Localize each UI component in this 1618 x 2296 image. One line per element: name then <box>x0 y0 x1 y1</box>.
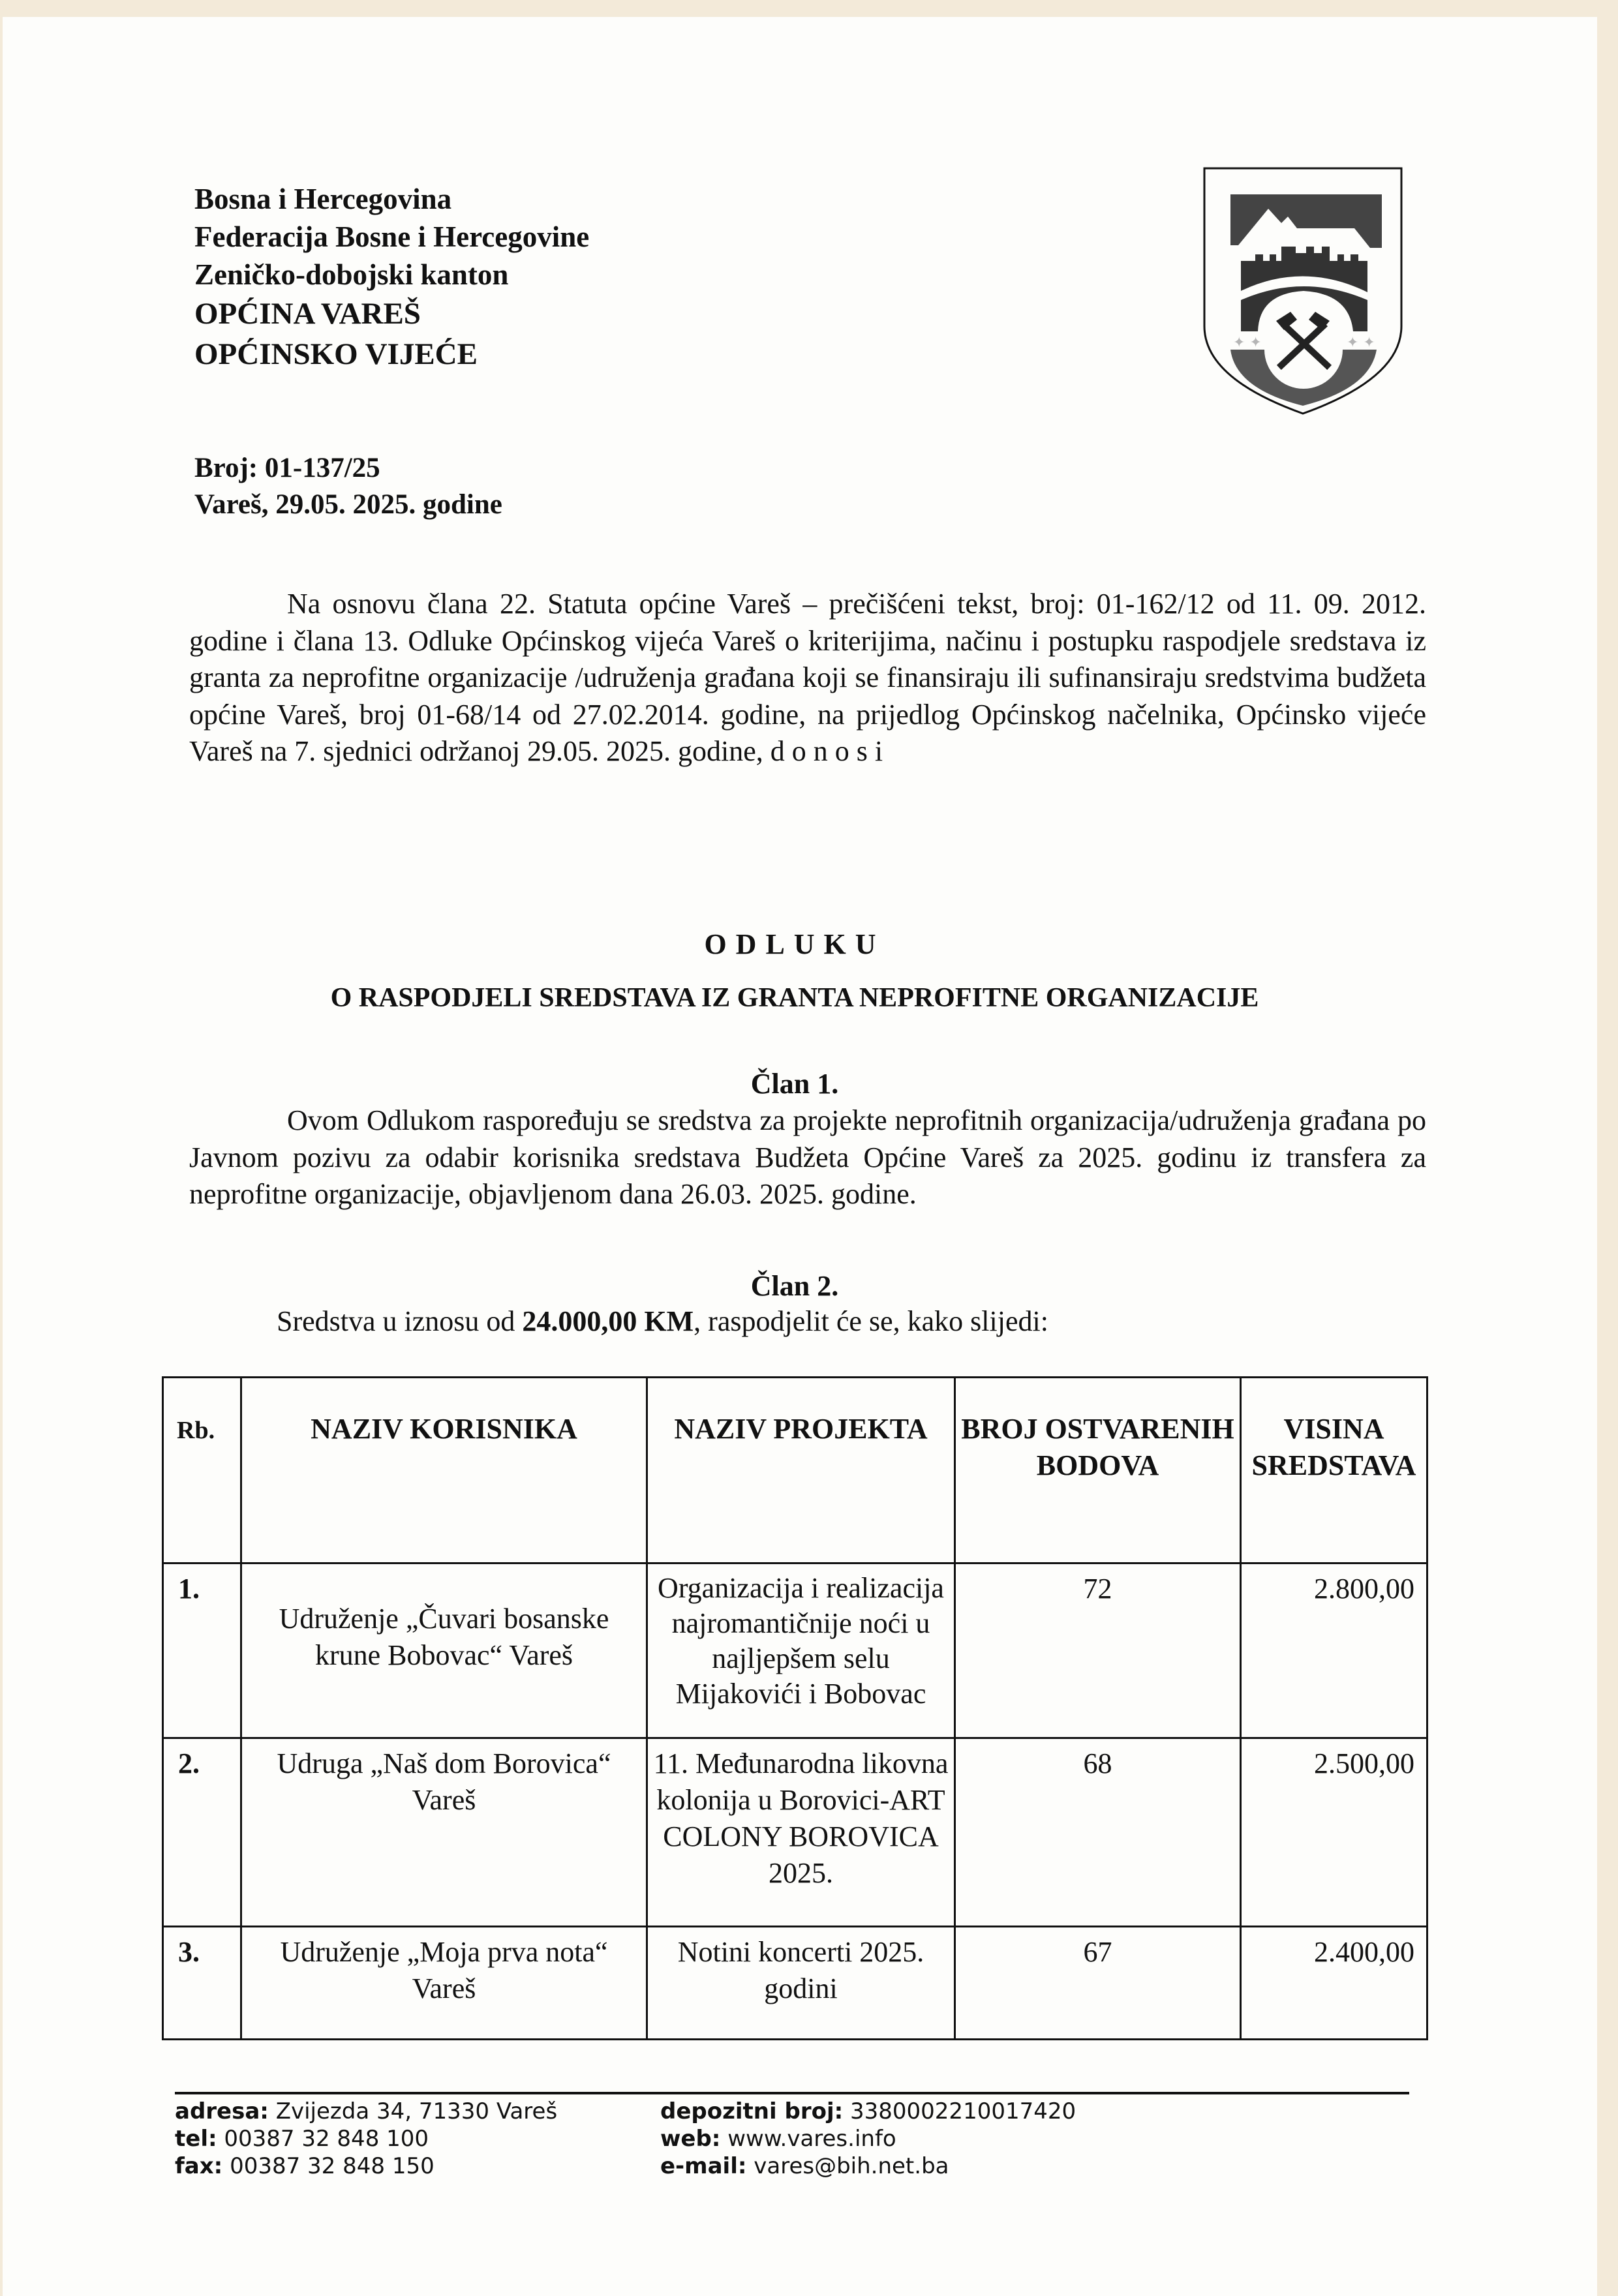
svg-text:✦ ✦: ✦ ✦ <box>1233 335 1262 351</box>
footer-contact-left <box>175 2098 557 2180</box>
article-2-heading: Član 2. <box>750 1270 839 1302</box>
total-amount: 24.000,00 KM <box>522 1305 694 1337</box>
table-row <box>163 1927 1427 2040</box>
footer-deposit-number: depozitni broj: 3380002210017420 <box>660 2098 1076 2124</box>
points: 72 <box>955 1563 1241 1738</box>
letterhead-municipality: OPĆINA VAREŠ <box>194 297 421 331</box>
article-2-text <box>277 1303 1451 1340</box>
column-header-beneficiary: NAZIV KORISNIKA <box>241 1378 647 1563</box>
beneficiary-name: Udruženje „Moja prva nota“ Vareš <box>241 1927 647 2040</box>
project-name: Notini koncerti 2025. godini <box>647 1927 955 2040</box>
letterhead-country: Bosna i Hercegovina <box>194 183 452 215</box>
row-number: 2. <box>163 1738 241 1927</box>
column-header-points: BROJ OSTVARENIH BODOVA <box>955 1378 1241 1563</box>
vares-coat-of-arms-icon <box>1199 163 1407 419</box>
footer-tel: tel: 00387 32 848 100 <box>175 2126 429 2152</box>
beneficiary-name: Udruženje „Čuvari bosanske krune Bobovac“ Vareš <box>241 1563 647 1738</box>
points: 68 <box>955 1738 1241 1927</box>
project-name: 11. Međunarodna likovna kolonija u Borovici-ART COLONY BOROVICA 2025. <box>647 1738 955 1927</box>
footer-divider <box>175 2092 1409 2094</box>
footer-fax: fax: 00387 32 848 150 <box>175 2153 435 2179</box>
row-number: 3. <box>163 1927 241 2040</box>
svg-text:✦ ✦: ✦ ✦ <box>1347 335 1375 351</box>
amount: 2.800,00 <box>1241 1563 1427 1738</box>
document-reference <box>194 450 502 523</box>
letterhead <box>194 180 589 374</box>
letterhead-federation: Federacija Bosne i Hercegovine <box>194 220 590 253</box>
table-row <box>163 1563 1427 1738</box>
preamble-paragraph: Na osnovu člana 22. Statuta općine Vareš – prečišćeni tekst, broj: 01-162/12 od 11. 09. 2012. godine i člana 13. Odluke Općinskog vijeća Vareš o kriterijima, načinu i postupku raspodjele sredstava iz granta za neprofitne organizacije /udruženja građana koji se finansiraju ili sufinansiraju sredstvima budžeta općine Vareš, broj 01-68/14 od 27.02.2014. godine, na prijedlog Općinskog načelnika, Općinsko vijeće Vareš na 7. sjednici održanoj 29.05. 2025. godine, d o n o s i <box>189 588 1426 767</box>
row-number: 1. <box>163 1563 241 1738</box>
beneficiary-name: Udruga „Naš dom Borovica“ Vareš <box>241 1738 647 1927</box>
letterhead-canton: Zeničko-dobojski kanton <box>194 258 509 291</box>
amount: 2.500,00 <box>1241 1738 1427 1927</box>
column-header-amount: VISINA SREDSTAVA <box>1241 1378 1427 1563</box>
points: 67 <box>955 1927 1241 2040</box>
decision-title: ODLUKU <box>704 928 885 960</box>
footer-contact-right <box>660 2098 1076 2180</box>
article-1-text: Ovom Odlukom raspoređuju se sredstva za projekte neprofitnih organizacija/udruženja građana po Javnom pozivu za odabir korisnika sredstava Budžeta Općine Vareš za 2025. godinu iz transfera za neprofitne organizacije, objavljenom dana 26.03. 2025. godine. <box>189 1104 1426 1210</box>
decision-subtitle: O RASPODJELI SREDSTAVA IZ GRANTA NEPROFITNE ORGANIZACIJE <box>330 983 1259 1013</box>
document-place-date: Vareš, 29.05. 2025. godine <box>194 489 502 520</box>
article-2-text-before: Sredstva u iznosu od <box>277 1305 523 1337</box>
document-number: Broj: 01-137/25 <box>194 453 380 483</box>
article-2-text-after: , raspodjelit će se, kako slijedi: <box>694 1305 1048 1337</box>
footer-email[interactable]: e-mail: vares@bih.net.ba <box>660 2153 949 2179</box>
grant-allocation-table <box>162 1376 1428 2040</box>
footer-address: adresa: Zvijezda 34, 71330 Vareš <box>175 2098 558 2124</box>
footer-web[interactable]: web: www.vares.info <box>660 2126 896 2152</box>
letterhead-council: OPĆINSKO VIJEĆE <box>194 337 478 371</box>
table-header-row <box>163 1378 1427 1563</box>
column-header-project: NAZIV PROJEKTA <box>647 1378 955 1563</box>
amount: 2.400,00 <box>1241 1927 1427 2040</box>
article-1-heading: Član 1. <box>750 1068 839 1100</box>
table-row <box>163 1738 1427 1927</box>
project-name: Organizacija i realizacija najromantičnije noći u najljepšem selu Mijakovići i Bobovac <box>647 1563 955 1738</box>
column-header-rb: Rb. <box>163 1378 241 1563</box>
